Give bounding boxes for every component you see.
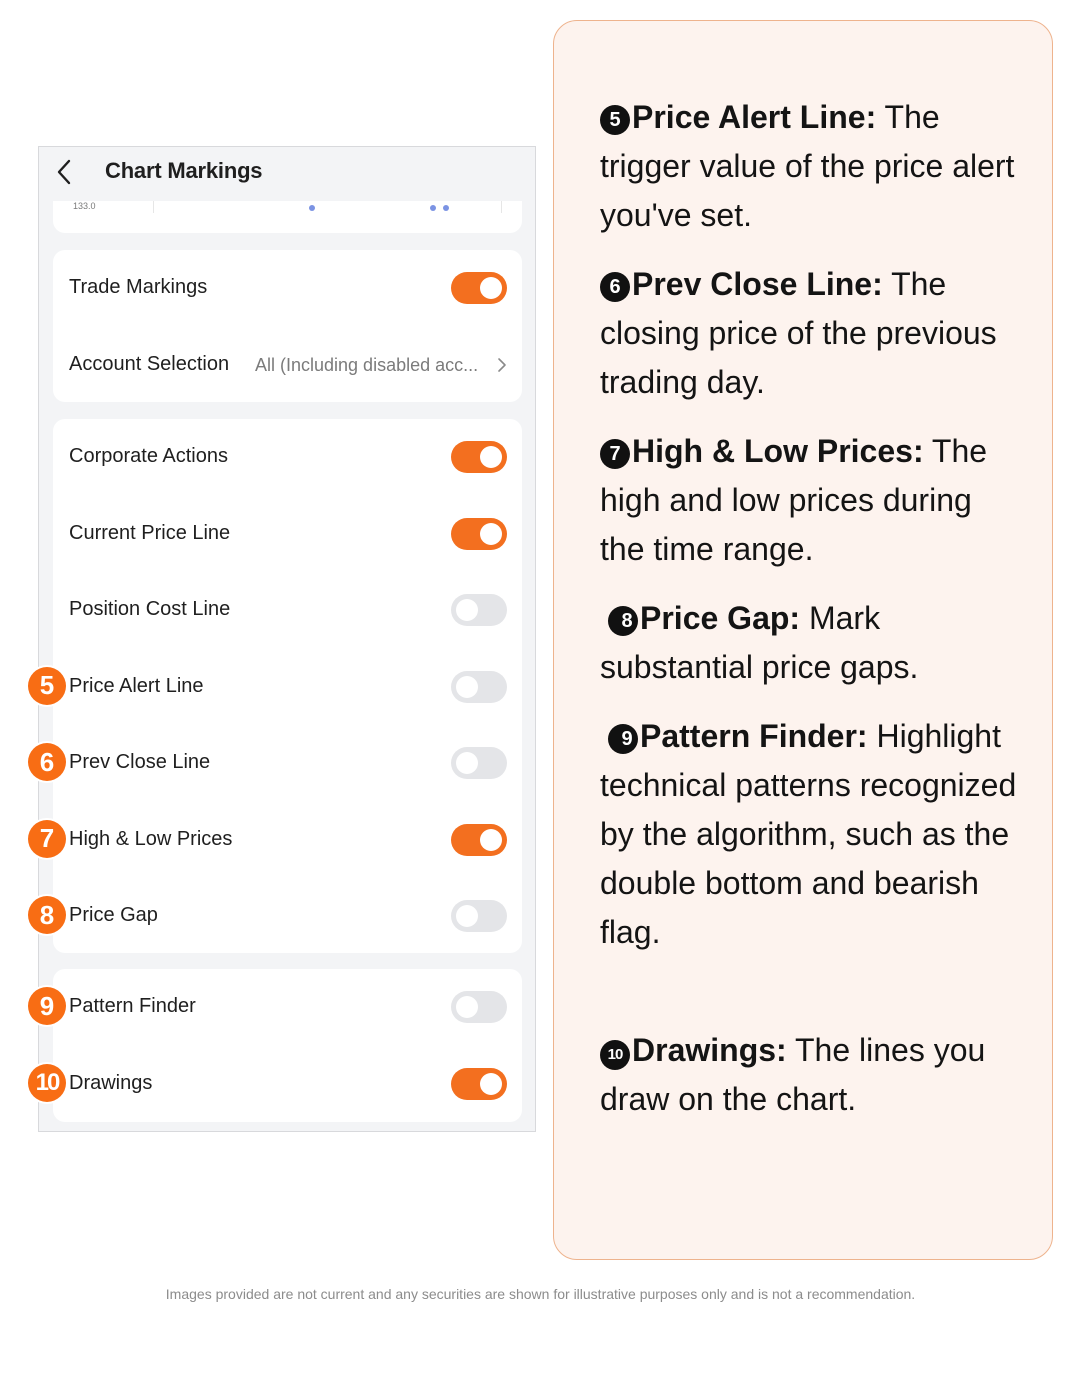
step-number-icon: 8 bbox=[608, 606, 638, 636]
description-text: Highlight technical patterns recognized by the algorithm, such as the double bottom and bearish flag. bbox=[600, 718, 1017, 950]
step-badge-9: 9 bbox=[28, 987, 66, 1025]
toggle-knob bbox=[480, 446, 502, 468]
description-text: The lines you draw on the chart. bbox=[600, 1032, 986, 1117]
description-term: Prev Close Line: bbox=[632, 266, 883, 302]
setting-label: Pattern Finder bbox=[69, 995, 196, 1017]
settings-card-tools bbox=[53, 969, 522, 1122]
high-low-prices-toggle[interactable] bbox=[451, 824, 507, 856]
step-number-icon: 6 bbox=[600, 272, 630, 302]
toggle-knob bbox=[480, 523, 502, 545]
toggle-knob bbox=[480, 1073, 502, 1095]
setting-row-position-cost-line bbox=[53, 585, 522, 635]
step-badge-6: 6 bbox=[28, 743, 66, 781]
prev-close-line-toggle[interactable] bbox=[451, 747, 507, 779]
setting-row-price-gap bbox=[53, 891, 522, 941]
description-term: Price Gap: bbox=[640, 600, 801, 636]
setting-row-trade-markings bbox=[53, 263, 522, 313]
step-badge-5: 5 bbox=[28, 667, 66, 705]
setting-row-prev-close-line bbox=[53, 738, 522, 788]
setting-label: Drawings bbox=[69, 1072, 153, 1094]
setting-row-current-price-line bbox=[53, 509, 522, 559]
setting-row-high-low-prices bbox=[53, 815, 522, 865]
current-price-line-toggle[interactable] bbox=[451, 518, 507, 550]
back-button[interactable] bbox=[51, 157, 77, 187]
description-text: The high and low prices during the time range. bbox=[600, 433, 988, 567]
setting-row-account-selection[interactable] bbox=[53, 340, 522, 390]
toggle-knob bbox=[456, 996, 478, 1018]
pattern-finder-toggle[interactable] bbox=[451, 991, 507, 1023]
chart-tick-label: 133.0 bbox=[73, 201, 96, 211]
chart-gridline bbox=[153, 201, 154, 213]
description-entry bbox=[600, 93, 1020, 240]
setting-row-corporate-actions bbox=[53, 432, 522, 482]
step-number-icon: 9 bbox=[608, 724, 638, 754]
toggle-knob bbox=[456, 905, 478, 927]
setting-label: Trade Markings bbox=[69, 276, 208, 298]
description-term: Drawings: bbox=[632, 1032, 787, 1068]
setting-label: Current Price Line bbox=[69, 521, 231, 544]
step-badge-10: 10 bbox=[28, 1064, 66, 1102]
step-badge-7: 7 bbox=[28, 820, 66, 858]
setting-label: Prev Close Line bbox=[69, 751, 211, 773]
chart-gridline bbox=[501, 201, 502, 213]
settings-card-trade bbox=[53, 250, 522, 402]
setting-row-drawings bbox=[53, 1059, 522, 1109]
toggle-knob bbox=[480, 277, 502, 299]
description-entry bbox=[600, 1026, 1020, 1124]
account-selection-value: All (Including disabled acc... bbox=[255, 355, 479, 375]
description-entry bbox=[600, 712, 1020, 957]
description-term: Price Alert Line: bbox=[632, 99, 877, 135]
description-term: High & Low Prices: bbox=[632, 433, 924, 469]
description-entry bbox=[600, 427, 1020, 574]
phone-screen bbox=[38, 146, 536, 1132]
setting-label: High & Low Prices bbox=[69, 827, 233, 850]
chart-point bbox=[443, 205, 449, 211]
description-entry bbox=[600, 594, 1020, 692]
setting-row-price-alert-line bbox=[53, 662, 522, 712]
price-gap-toggle[interactable] bbox=[451, 900, 507, 932]
corporate-actions-toggle[interactable] bbox=[451, 441, 507, 473]
setting-label: Price Gap bbox=[69, 904, 158, 926]
setting-label: Price Alert Line bbox=[69, 674, 204, 697]
description-text: Mark substantial price gaps. bbox=[600, 600, 919, 685]
step-badge-8: 8 bbox=[28, 896, 66, 934]
disclaimer-text: Images provided are not current and any securities are shown for illustrative purposes only and is not a recommendation. bbox=[165, 1286, 916, 1302]
price-alert-line-toggle[interactable] bbox=[451, 671, 507, 703]
setting-label: Account Selection bbox=[69, 353, 230, 375]
description-text: The closing price of the previous trading day. bbox=[600, 266, 997, 400]
setting-label: Corporate Actions bbox=[69, 445, 228, 467]
toggle-knob bbox=[480, 829, 502, 851]
step-number-icon: 7 bbox=[600, 439, 630, 469]
description-term: Pattern Finder: bbox=[640, 718, 868, 754]
chart-point bbox=[309, 205, 315, 211]
drawings-toggle[interactable] bbox=[451, 1068, 507, 1100]
chart-preview bbox=[53, 201, 522, 233]
chevron-left-icon bbox=[56, 158, 72, 186]
position-cost-line-toggle[interactable] bbox=[451, 594, 507, 626]
setting-row-pattern-finder bbox=[53, 982, 522, 1032]
description-text: The trigger value of the price alert you've set. bbox=[600, 99, 1015, 233]
step-number-icon: 5 bbox=[600, 105, 630, 135]
chevron-right-icon bbox=[496, 357, 508, 373]
description-panel bbox=[553, 20, 1053, 1260]
page-title: Chart Markings bbox=[105, 158, 263, 183]
description-entry bbox=[600, 260, 1020, 407]
toggle-knob bbox=[456, 752, 478, 774]
app-header bbox=[39, 147, 535, 201]
setting-label: Position Cost Line bbox=[69, 598, 231, 620]
toggle-knob bbox=[456, 599, 478, 621]
chart-point bbox=[430, 205, 436, 211]
settings-card-lines bbox=[53, 419, 522, 953]
step-number-icon: 10 bbox=[600, 1040, 630, 1070]
trade-markings-toggle[interactable] bbox=[451, 272, 507, 304]
toggle-knob bbox=[456, 676, 478, 698]
